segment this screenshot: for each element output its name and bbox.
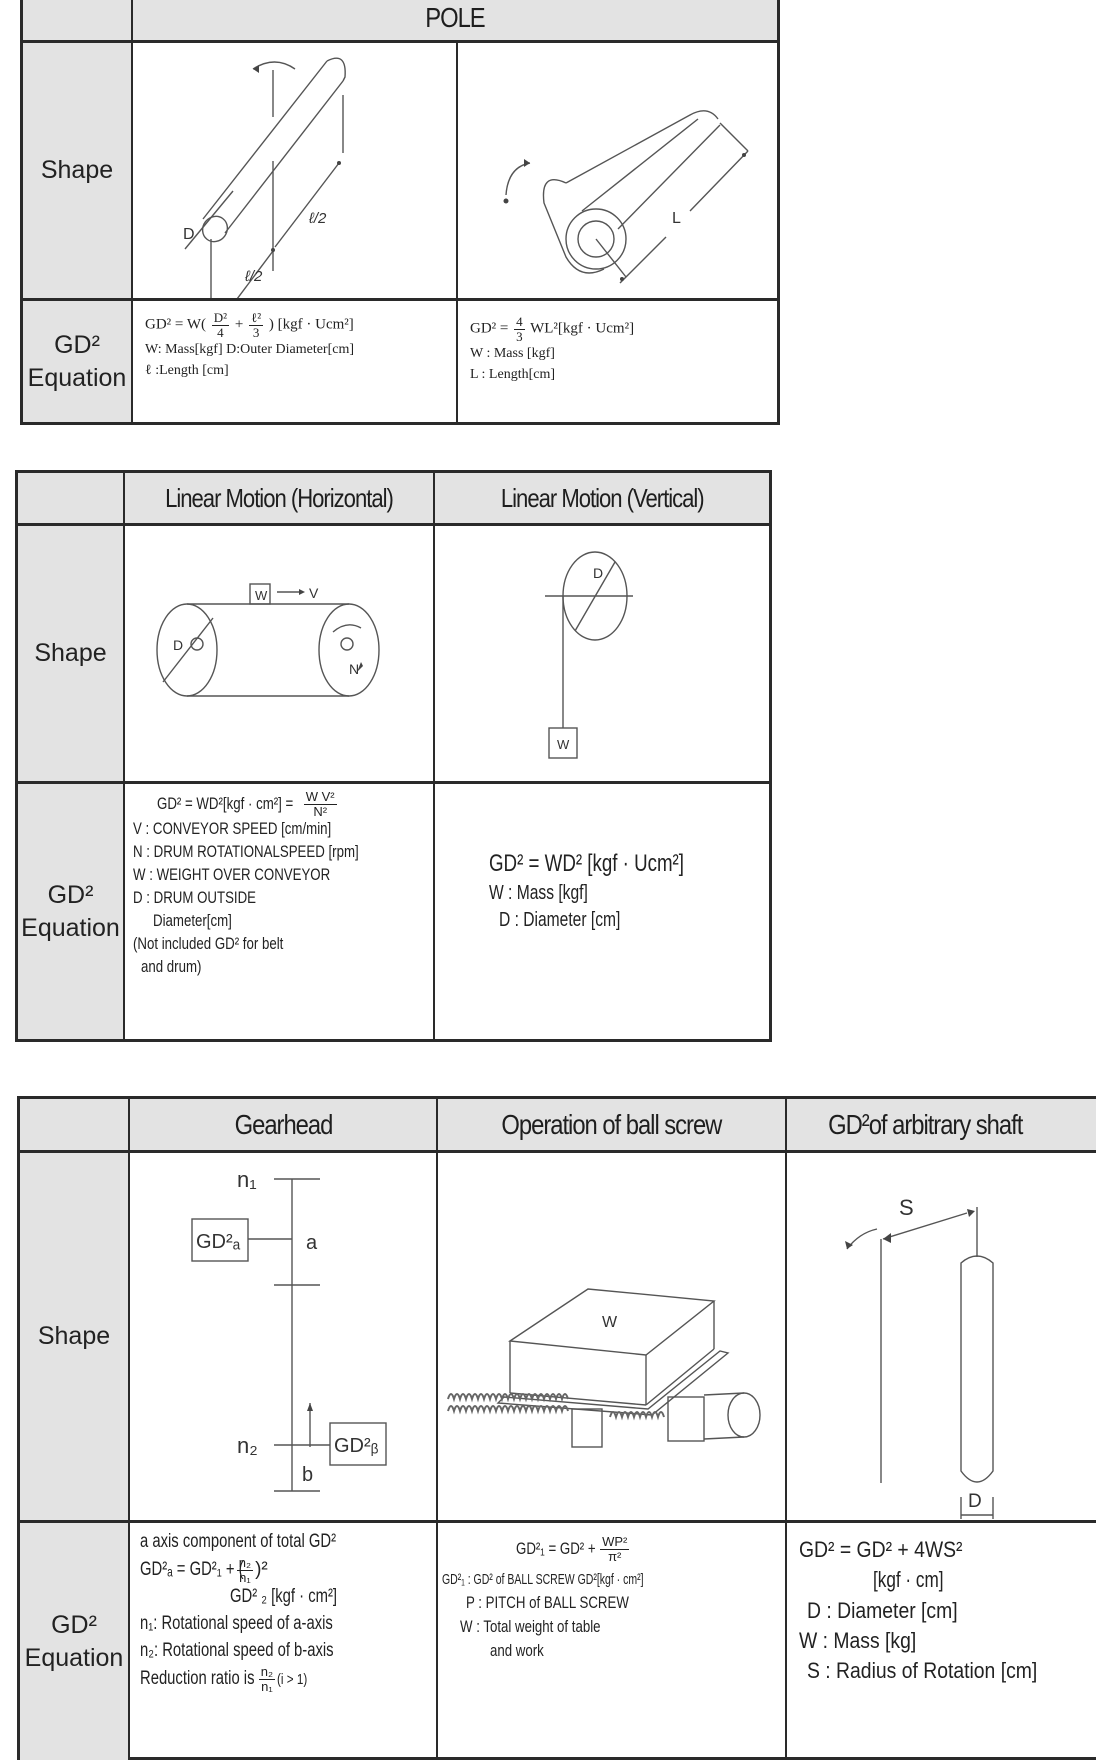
equation-pole-end-axis — [458, 301, 777, 422]
equation-arbitrary-shaft — [787, 1523, 1096, 1760]
header-corner-cell — [20, 1099, 130, 1153]
row-label-shape: Shape — [23, 43, 133, 301]
fraction: $\frac{\text{n₂}}{\text{n₁}}$ — [260, 1664, 274, 1694]
equation-main: GD²₁ = GD² + $\frac{\text{WP²}}{\text{π²}}$ — [516, 1534, 628, 1564]
row-label-equation: GD² Equation — [18, 784, 125, 1039]
diameter-label: D — [593, 565, 604, 581]
gd-a-label: GD²ₐ — [196, 1231, 241, 1253]
definition-line: W : Mass [kg] — [799, 1628, 917, 1654]
pole-end-axis-diagram — [458, 43, 777, 301]
n1-label: n₁ — [237, 1167, 257, 1192]
equation-gearhead — [130, 1523, 438, 1760]
header-pole — [133, 0, 777, 43]
header-pole-label: POLE — [425, 1, 485, 33]
definition-line: W: Mass[kgf] D:Outer Diameter[cm] — [145, 342, 355, 358]
shape-ball-screw — [438, 1153, 787, 1523]
fraction: $\frac{\text{D²}}{4}$ — [213, 310, 228, 340]
definition-line: W : WEIGHT OVER CONVEYOR — [133, 865, 331, 885]
fraction: $\frac{\text{WP²}}{\text{π²}}$ — [602, 1534, 628, 1564]
gearhead-diagram — [130, 1153, 438, 1523]
velocity-label: V — [309, 585, 319, 601]
row-label-equation: GD² Equation — [23, 301, 133, 422]
pole-center-axis-diagram — [133, 43, 458, 301]
diameter-label: D — [173, 637, 184, 653]
shape-gearhead — [130, 1153, 438, 1523]
shape-pole-end-axis — [458, 43, 777, 301]
equation-linear-vertical — [435, 784, 769, 1039]
header-gearhead: Gearhead — [130, 1099, 438, 1153]
reduction-ratio-line: Reduction ratio is $\frac{\text{n₂}}{\text{n₁}}$ (i > 1) — [140, 1664, 308, 1694]
header-ball-screw: Operation of ball screw — [438, 1099, 787, 1153]
shape-pole-center-axis — [133, 43, 458, 301]
definition-line: D : Diameter [cm] — [807, 1597, 958, 1623]
diameter-label: D — [183, 226, 195, 243]
definition-line: GD²₁ : GD² of BALL SCREW GD²[kgf · cm²] — [442, 1571, 644, 1589]
rotation-label: N — [349, 661, 360, 677]
header-corner-cell — [23, 0, 133, 43]
definition-line: W : Total weight of table — [460, 1616, 601, 1636]
row-label-equation: GD² Equation — [20, 1523, 130, 1760]
definition-line: and work — [490, 1640, 544, 1660]
header-linear-vertical: Linear Motion (Vertical) — [435, 473, 769, 526]
definition-line: (Not included GD² for belt — [133, 933, 284, 953]
definition-line: n₂: Rotational speed of b-axis — [140, 1640, 334, 1662]
equation-linear-horizontal — [125, 784, 435, 1039]
shape-arbitrary-shaft — [787, 1153, 1096, 1523]
definition-line: and drum) — [141, 956, 202, 976]
equation-main: GD² = $\frac{4}{3}$ WL²[kgf · Ucm²] — [470, 314, 635, 344]
header-arbitrary-shaft: GD²of arbitrary shaft — [787, 1099, 1096, 1153]
fraction: $\frac{\text{n₂}}{\text{n₁}}$ — [238, 1554, 252, 1585]
definition-line: ℓ :Length [cm] — [145, 363, 229, 379]
row-label-shape: Shape — [18, 526, 125, 784]
shape-linear-vertical — [435, 526, 769, 784]
header-corner-cell — [18, 473, 125, 526]
gd-b-label: GD²ᵦ — [334, 1435, 379, 1457]
equation-main: GD² = GD² + 4WS² — [799, 1537, 963, 1562]
half-length-bottom-label: ℓ/2 — [245, 268, 263, 285]
half-length-top-label: ℓ/2 — [309, 210, 327, 227]
definition-line: n₁: Rotational speed of a-axis — [140, 1613, 333, 1635]
pulley-diagram — [435, 526, 769, 784]
weight-label: W — [557, 737, 570, 752]
radius-label: S — [899, 1195, 914, 1220]
equation-main: GD² = WD²[kgf · cm²] = $\frac{\text{W V²}}{\text{N²}}$ — [157, 789, 335, 819]
definition-line: Diameter[cm] — [153, 911, 232, 931]
fraction: $\frac{\text{ℓ²}}{3}$ — [251, 310, 262, 340]
table-gearhead-ballscrew-shaft — [17, 1096, 1096, 1760]
definition-line: P : PITCH of BALL SCREW — [466, 1592, 629, 1612]
ball-screw-diagram — [438, 1153, 787, 1523]
weight-label: W — [602, 1314, 618, 1331]
header-linear-horizontal: Linear Motion (Horizontal) — [125, 473, 435, 526]
definition-line: L : Length[cm] — [470, 367, 556, 383]
weight-label: W — [255, 588, 268, 603]
equation-unit: [kgf · cm] — [873, 1567, 944, 1593]
definition-line: D : Diameter [cm] — [499, 909, 621, 932]
n2-label: n₂ — [237, 1433, 258, 1458]
fraction: $\frac{\text{W V²}}{\text{N²}}$ — [305, 789, 335, 819]
arbitrary-shaft-diagram — [787, 1153, 1096, 1523]
axis-b-label: b — [302, 1464, 314, 1486]
conveyor-diagram — [125, 526, 435, 784]
row-label-shape: Shape — [20, 1153, 130, 1523]
definition-line: V : CONVEYOR SPEED [cm/min] — [133, 819, 332, 839]
equation-title: a axis component of total GD² — [140, 1531, 337, 1552]
equation-pole-center-axis — [133, 301, 458, 422]
equation-unit: GD² ₂ [kgf · cm²] — [230, 1586, 338, 1608]
fraction: $\frac{4}{3}$ — [516, 314, 523, 344]
diameter-label: D — [968, 1491, 982, 1512]
equation-main: GD²ₐ = GD²₁ + ( $\frac{\text{n₂}}{\text{n₁}}$ )² — [140, 1554, 268, 1585]
equation-main: GD² = WD² [kgf · Ucm²] — [489, 850, 684, 877]
length-label: L — [672, 210, 681, 227]
definition-line: S : Radius of Rotation [cm] — [807, 1658, 1038, 1684]
definition-line: N : DRUM ROTATIONALSPEED [rpm] — [133, 842, 359, 862]
equation-ball-screw — [438, 1523, 787, 1760]
definition-line: D : DRUM OUTSIDE — [133, 888, 257, 908]
table-pole — [20, 0, 780, 425]
axis-a-label: a — [306, 1232, 318, 1254]
definition-line: W : Mass [kgf] — [489, 882, 588, 905]
equation-main: GD² = W( $\frac{\text{D²}}{4}$ + $\frac{\text{ℓ²}}{3}$ ) [kgf · Ucm²] — [145, 310, 354, 340]
shape-linear-horizontal — [125, 526, 435, 784]
table-linear-motion — [15, 470, 772, 1042]
definition-line: W : Mass [kgf] — [470, 346, 555, 362]
